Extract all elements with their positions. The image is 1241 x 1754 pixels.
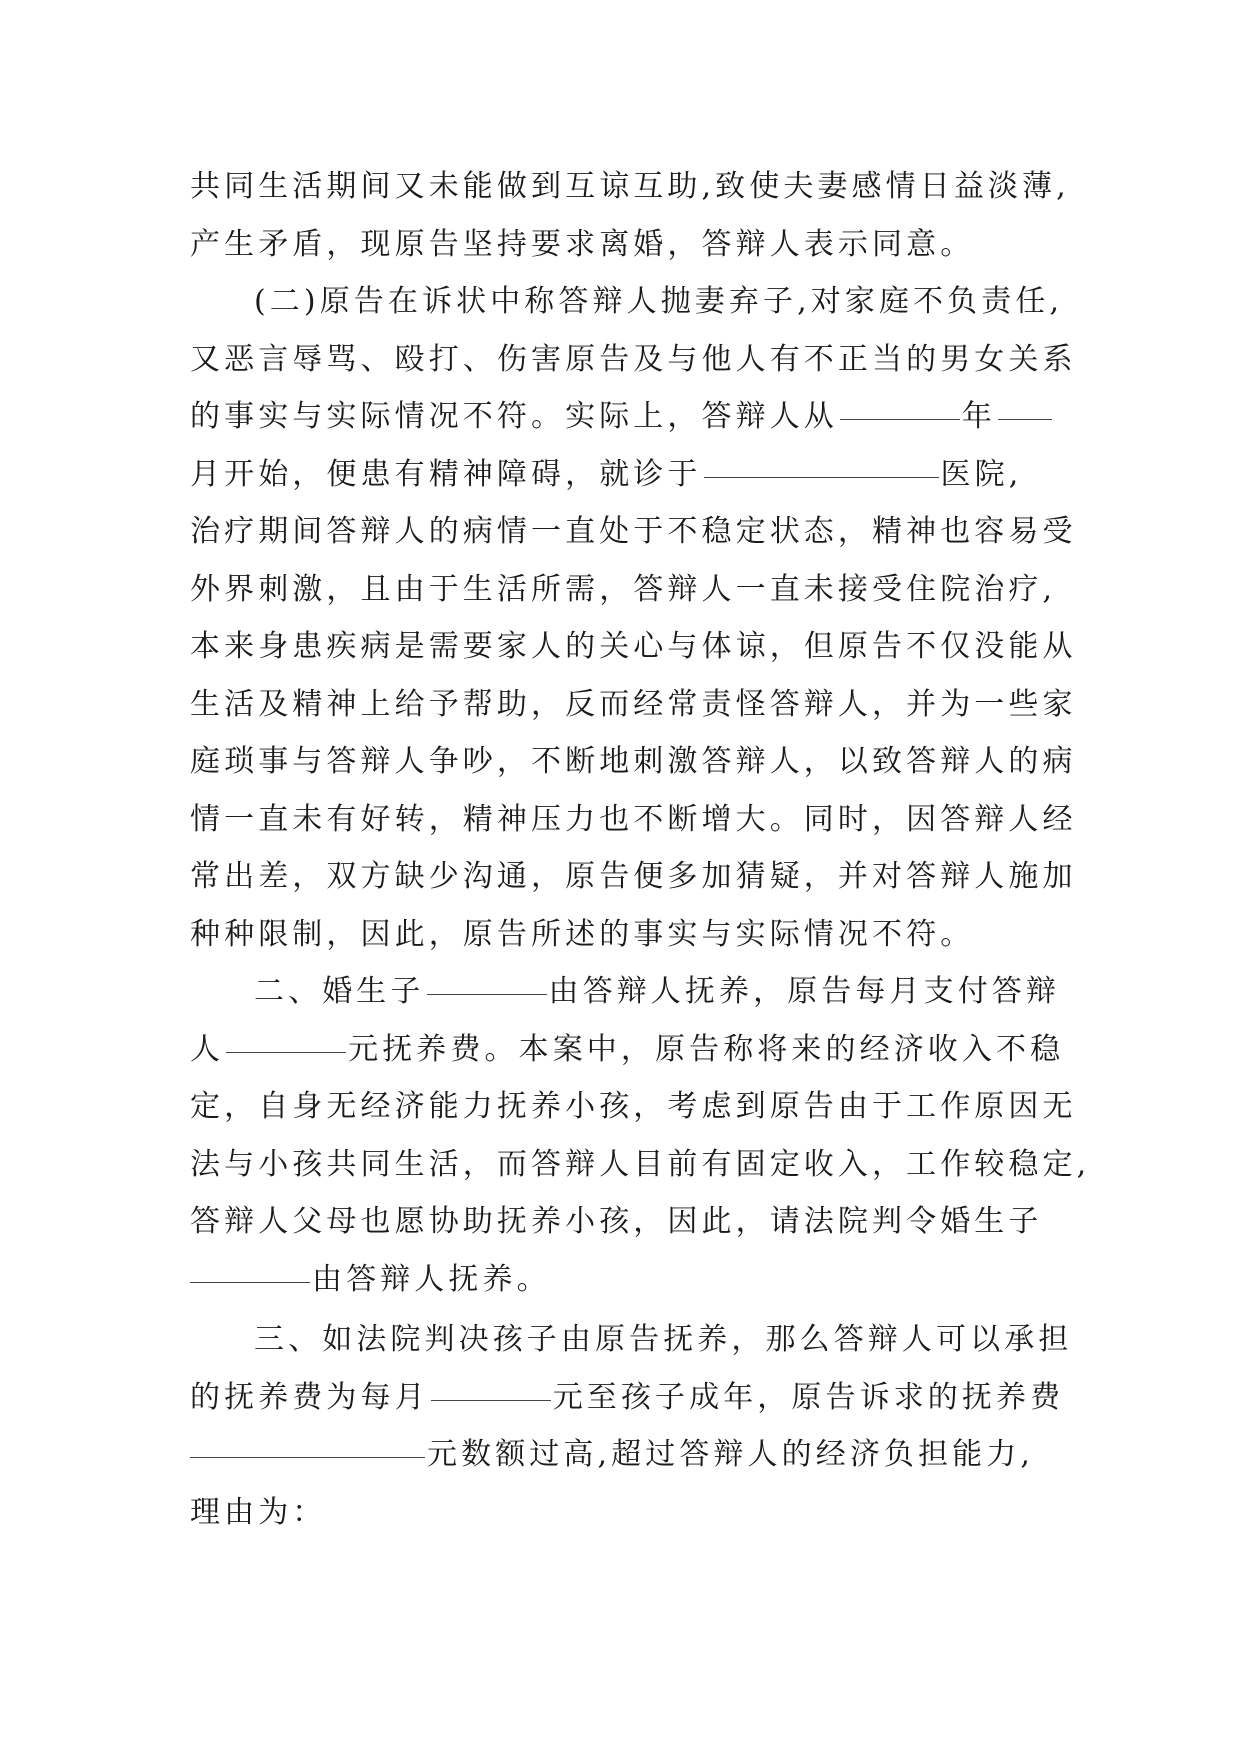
text-fragment: 人 (190, 1031, 225, 1067)
text-fragment: 月开始，便患有精神障碍，就诊于 (190, 456, 702, 492)
text-line: 法与小孩共同生活，而答辩人目前有固定收入，工作较稳定, (190, 1146, 1091, 1182)
fill-in-blank-child-name[interactable] (427, 960, 547, 995)
fill-in-blank-hospital[interactable] (704, 443, 939, 478)
text-fragment: 元抚养费。本案中，原告称将来的经济收入不稳 (348, 1031, 1065, 1067)
text-fragment: 由答辩人抚养，原告每月支付答辩 (548, 974, 1060, 1009)
text-line (190, 446, 1090, 504)
text-line: 生活及精神上给予帮助，反而经常责怪答辩人，并为一些家 (190, 686, 1077, 722)
fill-in-blank-year[interactable] (840, 385, 960, 420)
text-fragment: 的抚养费为每月 (190, 1379, 429, 1415)
fill-in-blank-month[interactable] (998, 385, 1052, 420)
text-line: 共同生活期间又未能做到互谅互助,致使夫妻感情日益淡薄, (190, 169, 1070, 204)
fill-in-blank-monthly-amount[interactable] (431, 1366, 551, 1401)
text-line: 治疗期间答辩人的病情一直处于不稳定状态，精神也容易受 (190, 514, 1077, 549)
text-line: 常出差，双方缺少沟通，原告便多加猜疑，并对答辩人施加 (190, 859, 1077, 894)
text-line (190, 1369, 1090, 1427)
text-fragment: 由答辩人抚养。 (312, 1261, 551, 1297)
text-fragment: 的事实与实际情况不符。实际上，答辩人从 (190, 399, 838, 434)
fill-in-blank-claimed-amount[interactable] (190, 1423, 425, 1458)
paragraph-start: 三、如法院判决孩子由原告抚养，那么答辩人可以承担 (254, 1322, 1073, 1357)
text-line: 本来身患疾病是需要家人的关心与体谅，但原告不仅没能从 (190, 629, 1077, 664)
text-fragment: 年 (961, 399, 997, 434)
text-line: 又恶言辱骂、殴打、伤害原告及与他人有不正当的男女关系 (190, 341, 1077, 377)
text-line: 答辩人父母也愿协助抚养小孩，因此，请法院判令婚生子 (190, 1204, 1043, 1239)
text-line (190, 1021, 1090, 1079)
fill-in-blank-child-name[interactable] (190, 1248, 310, 1283)
text-line (190, 1426, 1090, 1484)
fill-in-blank-amount[interactable] (226, 1018, 346, 1053)
paragraph-start (190, 963, 1090, 1021)
document-body (190, 158, 1090, 1541)
text-line: 理由为： (190, 1494, 327, 1530)
text-fragment: 元数额过高,超过答辩人的经济负担能力, (427, 1437, 1034, 1472)
text-line (190, 388, 1090, 446)
text-line: 定，自身无经济能力抚养小孩，考虑到原告由于工作原因无 (190, 1089, 1077, 1124)
text-line (190, 1251, 1090, 1309)
text-line: 庭琐事与答辩人争吵，不断地刺激答辩人，以致答辩人的病 (190, 744, 1077, 779)
text-fragment: 二、婚生子 (254, 974, 425, 1009)
text-fragment: 元至孩子成年，原告诉求的抚养费 (552, 1379, 1065, 1415)
paragraph-start: (二)原告在诉状中称答辩人抛妻弃子,对家庭不负责任, (254, 284, 1064, 319)
text-line: 产生矛盾，现原告坚持要求离婚，答辩人表示同意。 (190, 226, 975, 262)
text-line: 种种限制，因此，原告所述的事实与实际情况不符。 (190, 916, 975, 952)
text-line: 外界刺激，且由于生活所需，答辩人一直未接受住院治疗, (190, 571, 1057, 607)
text-fragment: 医院, (940, 456, 1023, 492)
text-line: 情一直未有好转，精神压力也不断增大。同时，因答辩人经 (190, 801, 1077, 837)
